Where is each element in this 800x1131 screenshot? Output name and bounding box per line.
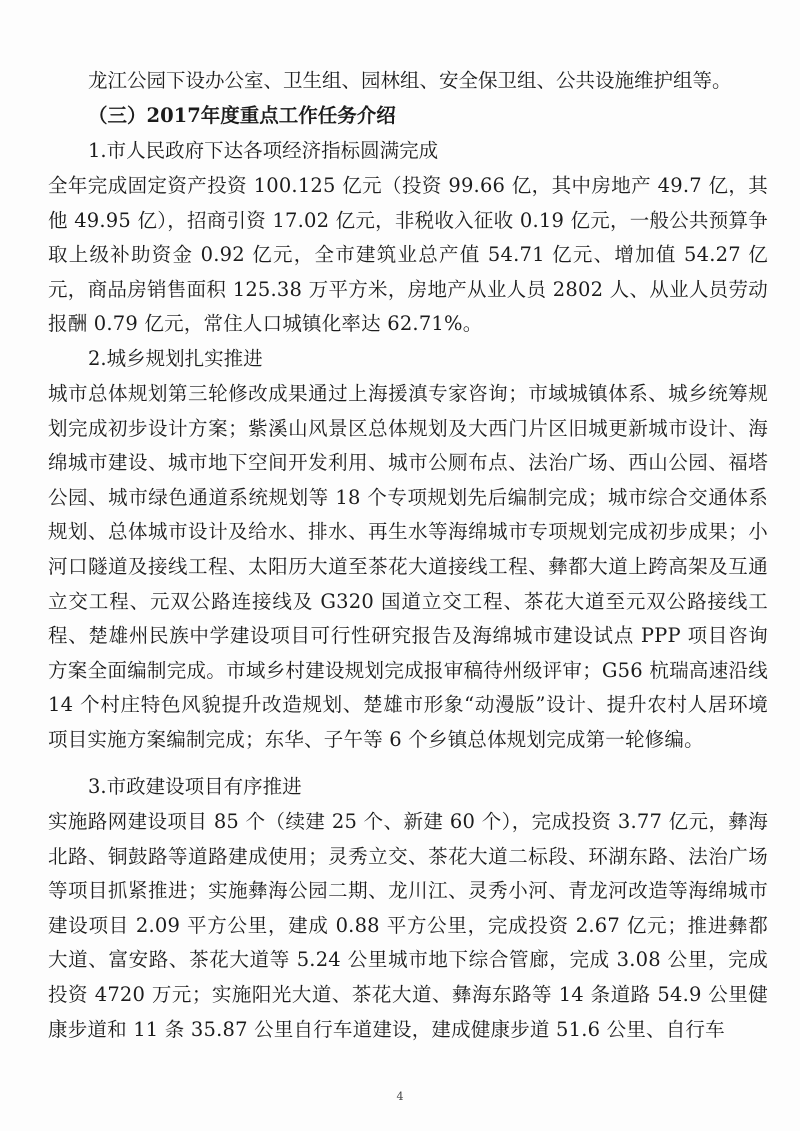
item-3-heading: 3.市政建设项目有序推进 (88, 775, 302, 798)
item-2-body: 城市总体规划第三轮修改成果通过上海援滇专家咨询；市域城镇体系、城乡统筹规划完成初步设计方案；紫溪山风景区总体规划及大西门片区旧城更新城市设计、海绵城市建设、城市地下空间开发利用、城市公厕布点、法治广场、西山公园、福塔公园、城市绿色通道系统规划等 18 个专项规划先后编制完成；城市综合交通体系规划、总体城市设计及给水、排水、再生水等海绵城市专项规划完成初步成果；小河口隧道及接线工程、太阳历大道至茶花大道接线工程、彝都大道上跨高架及互通立交工程、元双公路连接线及 G320 国道立交工程、茶花大道至元双公路接线工程、楚雄州民族中学建设项目可行性研究报告及海绵城市建设试点 PPP 项目咨询方案全面编制完成。市域乡村建设规划完成报审稿待州级评审；G56 杭瑞高速沿线 14 个村庄特色风貌提升改造规划、楚雄市形象“动漫版”设计、提升农村人居环境项目实施方案编制完成；东华、子午等 6 个乡镇总体规划完成第一轮修编。 (48, 382, 768, 751)
item-1-body: 全年完成固定资产投资 100.125 亿元（投资 99.66 亿，其中房地产 49.7 亿，其他 49.95 亿），招商引资 17.02 亿元，非税收入征收 0.19 亿元，一般公共预算争取上级补助资金 0.92 亿元，全市建筑业总产值 54.71 亿元、增加值 54.27 亿元，商品房销售面积 125.38 万平方米，房地产从业人员 2802 人、从业人员劳动报酬 0.79 亿元，常住人口城镇化率达 62.71%。 (48, 174, 768, 336)
page-number: 4 (396, 1090, 404, 1103)
item-3-body: 实施路网建设项目 85 个（续建 25 个、新建 60 个），完成投资 3.77 亿元，彝海北路、铜鼓路等道路建成使用；灵秀立交、茶花大道二标段、环湖东路、法治广场等项目抓紧推进；实施彝海公园二期、龙川江、灵秀小河、青龙河改造等海绵城市建设项目 2.09 平方公里，建成 0.88 平方公里，完成投资 2.67 亿元；推进彝都大道、富安路、茶花大道等 5.24 公里城市地下综合管廊，完成 3.08 公里，完成投资 4720 万元；实施阳光大道、茶花大道、彝海东路等 14 条道路 54.9 公里健康步道和 11 条 35.87 公里自行车道建设，建成健康步道 51.6 公里、自行车 (48, 810, 768, 1041)
item-1-heading: 1.市人民政府下达各项经济指标圆满完成 (88, 139, 439, 162)
item-2-heading: 2.城乡规划扎实推进 (88, 347, 263, 370)
section-title: （三）2017年度重点工作任务介绍 (88, 104, 396, 127)
intro-line: 龙江公园下设办公室、卫生组、园林组、安全保卫组、公共设施维护组等。 (88, 69, 732, 92)
